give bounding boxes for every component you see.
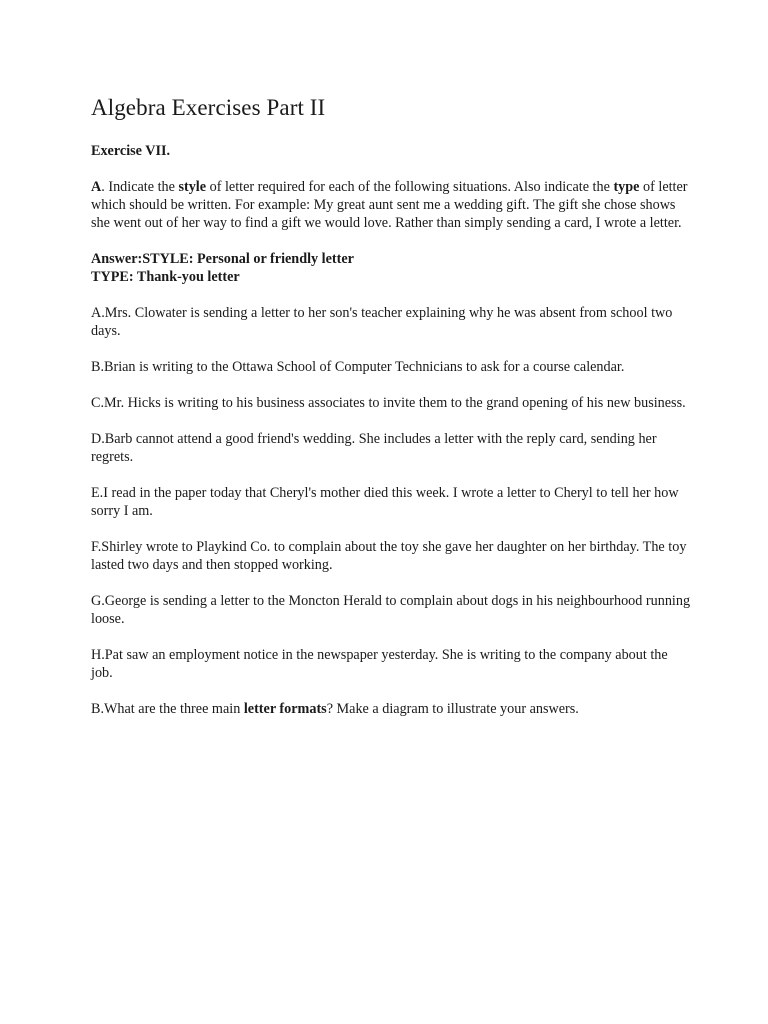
answer-block <box>91 250 691 286</box>
document-page <box>91 94 691 736</box>
final-question-bold: letter formats <box>243 701 327 717</box>
intro-bold-type: type <box>613 179 640 195</box>
intro-paragraph <box>91 178 691 232</box>
intro-text-2: of letter required for each of the following situations. Also indicate the <box>206 179 614 195</box>
answer-line-style: Answer:STYLE: Personal or friendly letter <box>91 251 354 267</box>
final-question-text-2: ? Make a diagram to illustrate your answers. <box>326 701 579 717</box>
final-question-text-1: B.What are the three main <box>91 701 244 717</box>
list-item: D.Barb cannot attend a good friend's wedding. She includes a letter with the reply card, sending her regrets. <box>91 431 657 465</box>
exercise-heading: Exercise VII. <box>91 143 171 159</box>
list-item: B.Brian is writing to the Ottawa School of Computer Technicians to ask for a course calendar. <box>91 359 625 375</box>
final-question <box>91 700 691 718</box>
answer-line-type: TYPE: Thank-you letter <box>91 269 240 285</box>
intro-bold-style: style <box>178 179 207 195</box>
list-item: H.Pat saw an employment notice in the newspaper yesterday. She is writing to the company about the job. <box>91 647 668 681</box>
list-item: F.Shirley wrote to Playkind Co. to complain about the toy she gave her daughter on her birthday. The toy lasted two days and then stopped working. <box>91 539 687 573</box>
intro-text-3: of letter which should be written. For example: My great aunt sent me a wedding gift. The gift she chose shows she went out of her way to find a gift we would love. Rather than simply sending a card, I wrote a letter. <box>91 179 688 231</box>
intro-label: A <box>91 179 102 195</box>
list-item: G.George is sending a letter to the Moncton Herald to complain about dogs in his neighbourhood running loose. <box>91 593 691 627</box>
list-item: E.I read in the paper today that Cheryl's mother died this week. I wrote a letter to Cheryl to tell her how sorry I am. <box>91 485 679 519</box>
list-item: A.Mrs. Clowater is sending a letter to her son's teacher explaining why he was absent from school two days. <box>91 305 673 339</box>
list-item: C.Mr. Hicks is writing to his business associates to invite them to the grand opening of his new business. <box>91 395 686 411</box>
intro-text-1: . Indicate the <box>101 179 179 195</box>
document-title: Algebra Exercises Part II <box>91 95 326 120</box>
